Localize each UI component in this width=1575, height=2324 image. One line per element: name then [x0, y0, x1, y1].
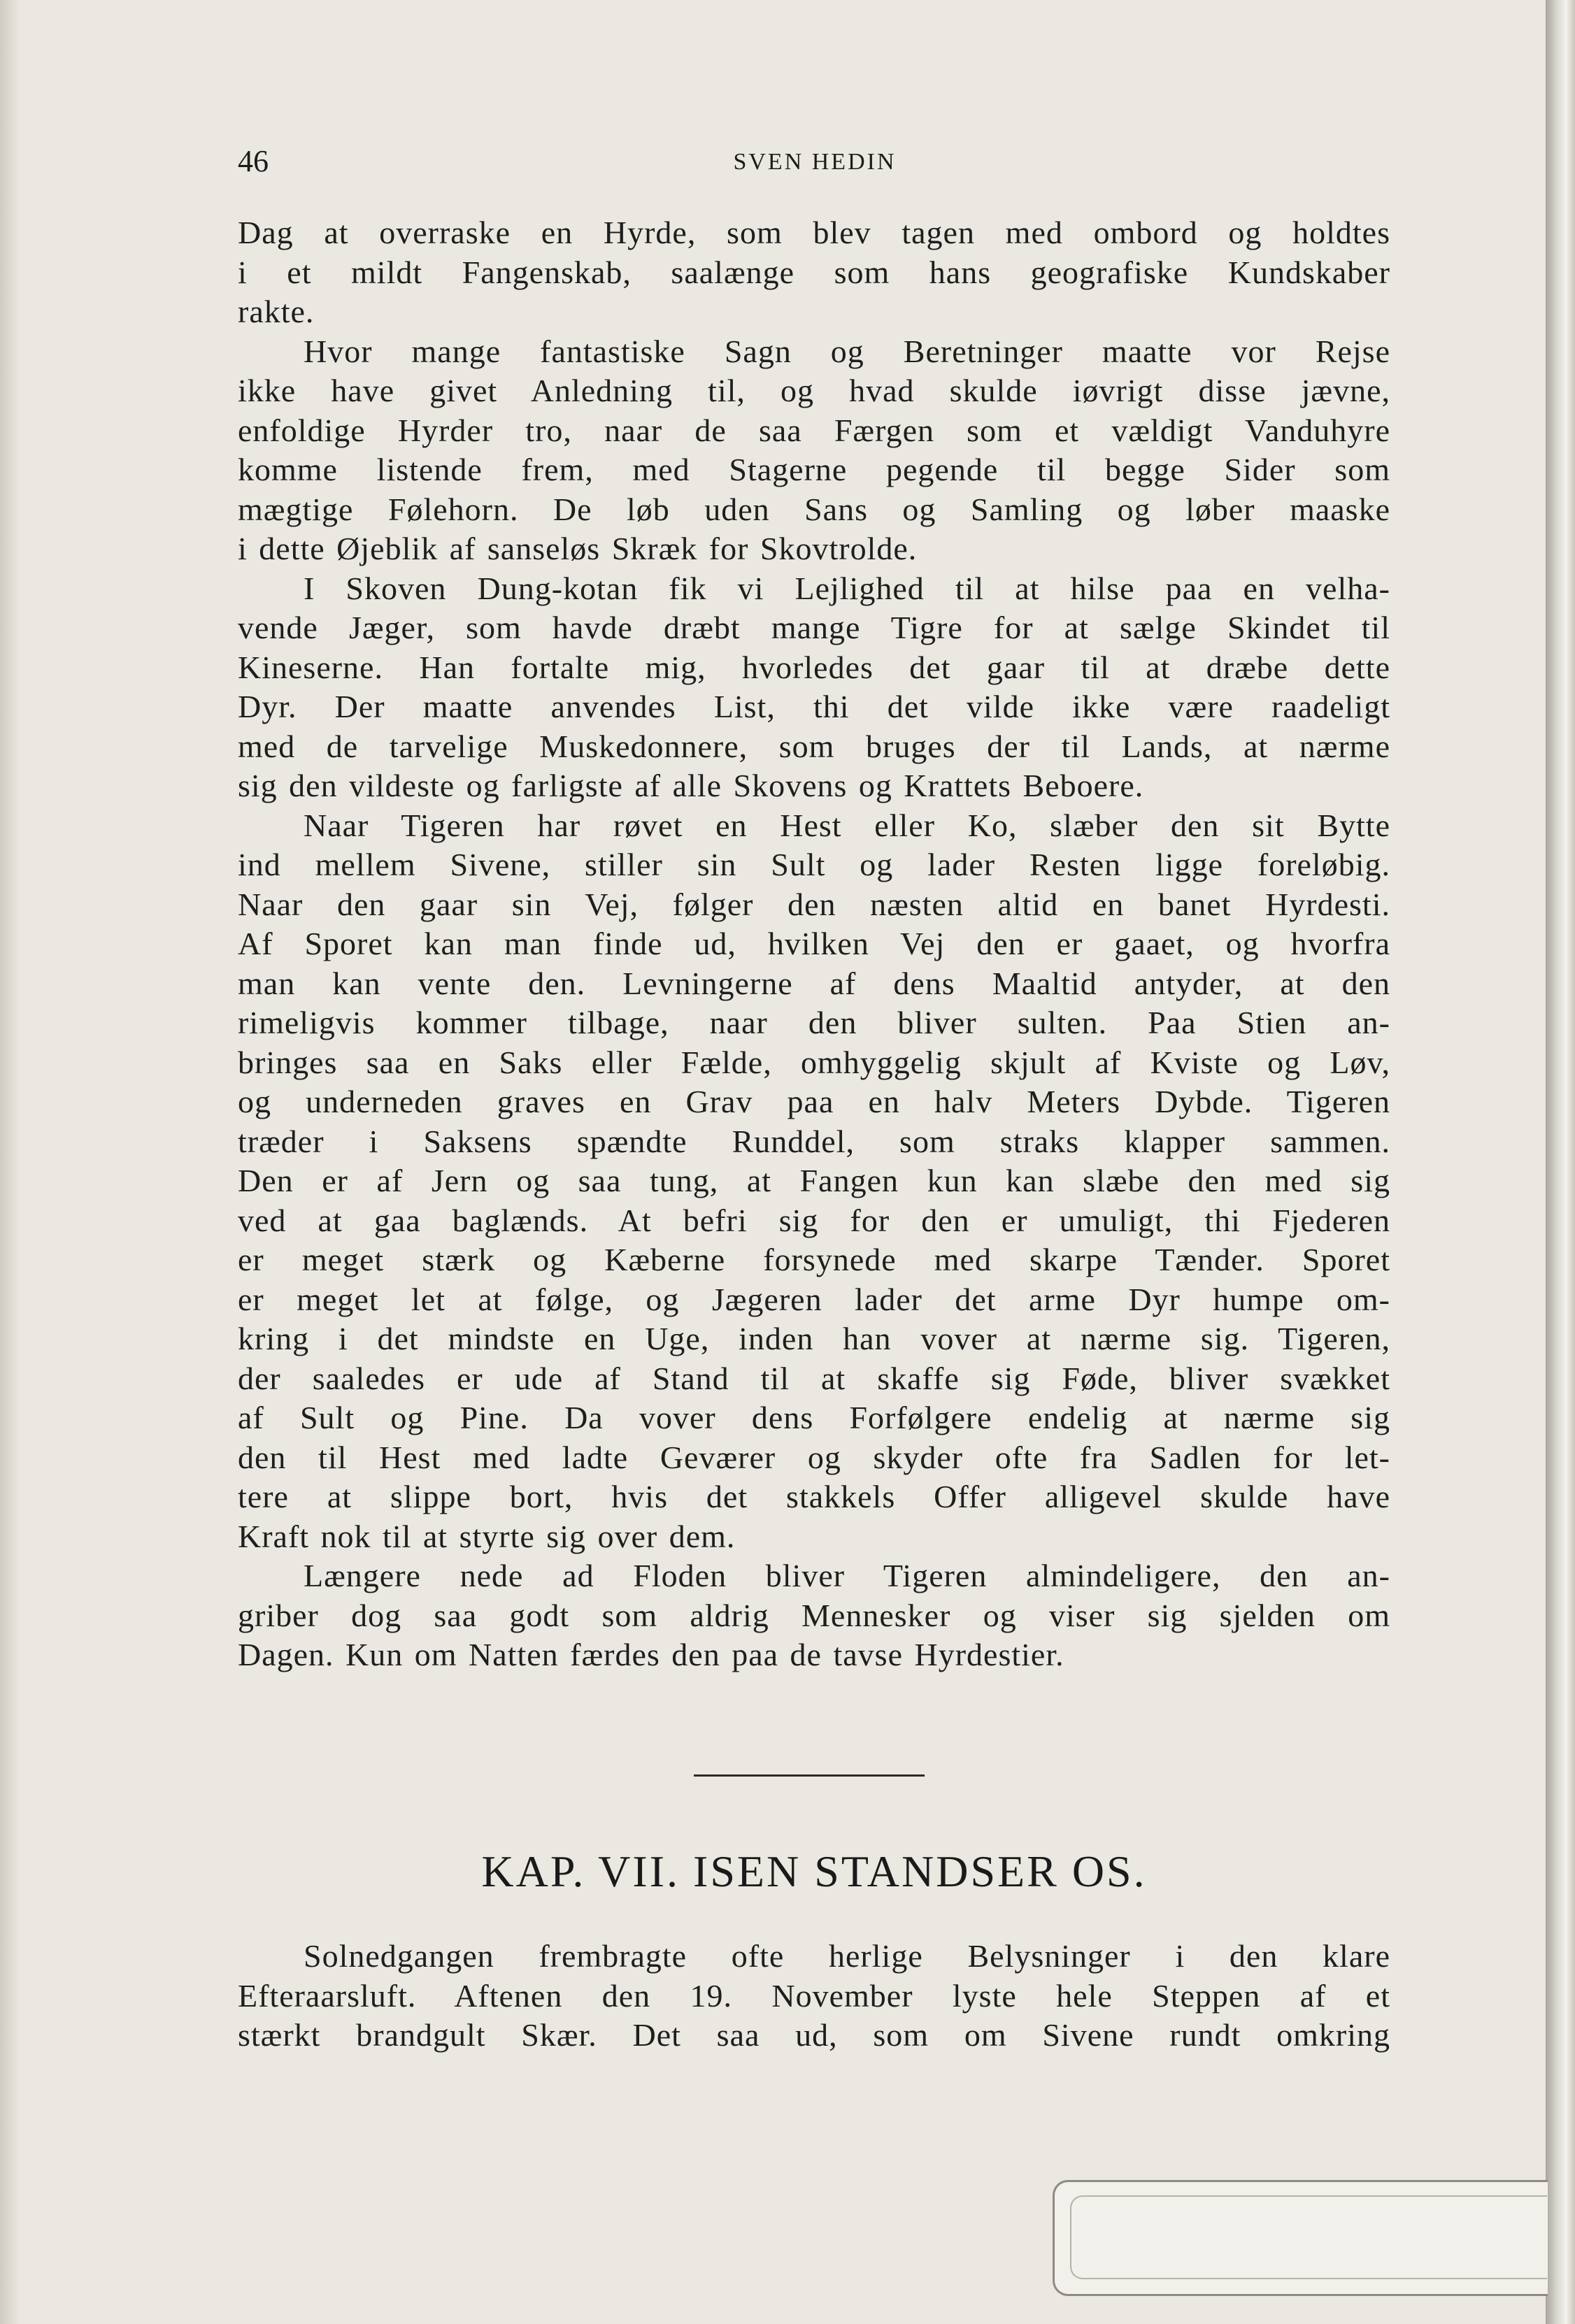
text-line: Af Sporet kan man finde ud, hvilken Vej den er gaaet, og hvorfra — [238, 926, 1390, 961]
text-line: der saaledes er ude af Stand til at skaffe sig Føde, bliver svækket — [238, 1360, 1390, 1396]
text-line: med de tarvelige Muskedonnere, som bruges der til Lands, at nærme — [238, 728, 1390, 764]
text-line: tere at slippe bort, hvis det stakkels Offer alligevel skulde have — [238, 1479, 1390, 1514]
text-line: Solnedgangen frembragte ofte herlige Belysninger i den klare — [304, 1938, 1390, 1974]
page-number: 46 — [238, 144, 269, 178]
chapter-paragraph — [238, 1937, 1390, 1977]
paragraph-4-line — [238, 1477, 1390, 1517]
library-slip-inner — [1070, 2195, 1547, 2279]
paragraph-5-line — [238, 1635, 1390, 1675]
paragraph-4-line — [238, 1003, 1390, 1043]
text-line: Naar Tigeren har røvet en Hest eller Ko, slæber den sit Bytte — [304, 807, 1390, 843]
text-line: Hvor mange fantastiske Sagn og Beretninger maatte vor Rejse — [304, 333, 1390, 369]
book-spine — [1546, 0, 1575, 2324]
paragraph-4-line — [238, 1240, 1390, 1280]
paragraph-3 — [238, 569, 1390, 609]
chapter-paragraph-line — [238, 1977, 1390, 2016]
paragraph-3-line — [238, 727, 1390, 767]
paragraph-4-line — [238, 1122, 1390, 1162]
text-line: den til Hest med ladte Geværer og skyder ofte fra Sadlen for let- — [238, 1439, 1390, 1475]
chapter-paragraph-line — [238, 2016, 1390, 2056]
text-line: ved at gaa baglænds. At befri sig for den er umuligt, thi Fjederen — [238, 1202, 1390, 1238]
text-line: komme listende frem, med Stagerne pegende til begge Sider som — [238, 452, 1390, 487]
paragraph-4-line — [238, 1398, 1390, 1438]
paragraph-3-line — [238, 648, 1390, 688]
paragraph-4-line — [238, 1359, 1390, 1399]
paragraph-4-line — [238, 1438, 1390, 1478]
text-line: Den er af Jern og saa tung, at Fangen kun kan slæbe den med sig — [238, 1163, 1390, 1198]
text-line: Kraft nok til at styrte sig over dem. — [238, 1518, 736, 1554]
text-line: ind mellem Sivene, stiller sin Sult og lader Resten ligge foreløbig. — [238, 847, 1390, 882]
text-line: Dagen. Kun om Natten færdes den paa de tavse Hyrdestier. — [238, 1637, 1064, 1672]
text-line: stærkt brandgult Skær. Det saa ud, som om Sivene rundt omkring — [238, 2017, 1390, 2053]
page-header — [238, 143, 1392, 185]
text-line: Dag at overraske en Hyrde, som blev tagen med ombord og holdtes — [238, 215, 1390, 250]
paragraph-4-line — [238, 964, 1390, 1004]
text-line: af Sult og Pine. Da vover dens Forfølgere endelig at nærme sig — [238, 1400, 1390, 1435]
text-line: i et mildt Fangenskab, saalænge som hans geografiske Kundskaber — [238, 254, 1390, 290]
text-line: Dyr. Der maatte anvendes List, thi det vilde ikke være raadeligt — [238, 689, 1390, 724]
paragraph-4-line — [238, 885, 1390, 925]
paragraph-5-line — [238, 1596, 1390, 1636]
running-title: SVEN HEDIN — [733, 149, 897, 175]
paragraph-4-line — [238, 1201, 1390, 1241]
paragraph-4-line — [238, 924, 1390, 964]
text-line: ikke have givet Anledning til, og hvad skulde iøvrigt disse jævne, — [238, 373, 1390, 408]
text-line: Længere nede ad Floden bliver Tigeren almindeligere, den an- — [304, 1558, 1390, 1593]
text-line: griber dog saa godt som aldrig Mennesker og viser sig sjelden om — [238, 1597, 1390, 1633]
paragraph-4-line — [238, 1043, 1390, 1083]
text-line: Efteraarsluft. Aftenen den 19. November lyste hele Steppen af et — [238, 1977, 1390, 2014]
text-line: mægtige Følehorn. De løb uden Sans og Samling og løber maaske — [238, 491, 1390, 527]
paragraph-5 — [238, 1556, 1390, 1596]
text-line: er meget let at følge, og Jægeren lader det arme Dyr humpe om- — [238, 1281, 1390, 1317]
paragraph-1-line — [238, 253, 1390, 293]
chapter-heading: KAP. VII. ISEN STANDSER OS. — [481, 1846, 1147, 1896]
paragraph-1 — [238, 213, 1390, 253]
text-line: træder i Saksens spændte Runddel, som straks klapper sammen. — [238, 1123, 1390, 1159]
text-line: og underneden graves en Grav paa en halv Meters Dybde. Tigeren — [238, 1084, 1390, 1119]
paragraph-3-line — [238, 766, 1390, 806]
paragraph-2 — [238, 332, 1390, 372]
text-line: enfoldige Hyrder tro, naar de saa Færgen som et vældigt Vanduhyre — [238, 412, 1390, 448]
paragraph-2-line — [238, 529, 1390, 569]
text-line: sig den vildeste og farligste af alle Skovens og Krattets Beboere. — [238, 768, 1144, 803]
text-line: rimeligvis kommer tilbage, naar den bliver sulten. Paa Stien an- — [238, 1005, 1390, 1040]
paragraph-3-line — [238, 608, 1390, 648]
paragraph-4-line — [238, 1082, 1390, 1122]
paragraph-3-line — [238, 687, 1390, 727]
paragraph-4 — [238, 806, 1390, 846]
paragraph-4-line — [238, 1161, 1390, 1201]
paragraph-2-line — [238, 490, 1390, 530]
paragraph-2-line — [238, 411, 1390, 451]
main-text — [238, 213, 1390, 1675]
paragraph-2-line — [238, 371, 1390, 411]
text-line: Naar den gaar sin Vej, følger den næsten altid en banet Hyrdesti. — [238, 886, 1390, 922]
text-line: er meget stærk og Kæberne forsynede med skarpe Tænder. Sporet — [238, 1242, 1390, 1277]
paragraph-2-line — [238, 450, 1390, 490]
paragraph-4-line — [238, 845, 1390, 885]
text-line: bringes saa en Saks eller Fælde, omhyggelig skjult af Kviste og Løv, — [238, 1044, 1390, 1080]
text-line: I Skoven Dung-kotan fik vi Lejlighed til at hilse paa en velha- — [304, 570, 1390, 606]
section-divider — [694, 1774, 925, 1777]
paragraph-4-line — [238, 1280, 1390, 1320]
paragraph-1-line — [238, 292, 1390, 332]
text-line: rakte. — [238, 294, 315, 329]
text-line: kring i det mindste en Uge, inden han vover at nærme sig. Tigeren, — [238, 1321, 1390, 1356]
paragraph-4-line — [238, 1319, 1390, 1359]
text-line: Kineserne. Han fortalte mig, hvorledes det gaar til at dræbe dette — [238, 649, 1390, 685]
text-line: man kan vente den. Levningerne af dens Maaltid antyder, at den — [238, 965, 1390, 1001]
text-line: i dette Øjeblik af sanseløs Skræk for Skovtrolde. — [238, 531, 918, 566]
paragraph-4-line — [238, 1517, 1390, 1557]
chapter-text — [238, 1937, 1390, 2056]
page-edge-shadow — [0, 0, 20, 2324]
text-line: vende Jæger, som havde dræbt mange Tigre for at sælge Skindet til — [238, 610, 1390, 645]
